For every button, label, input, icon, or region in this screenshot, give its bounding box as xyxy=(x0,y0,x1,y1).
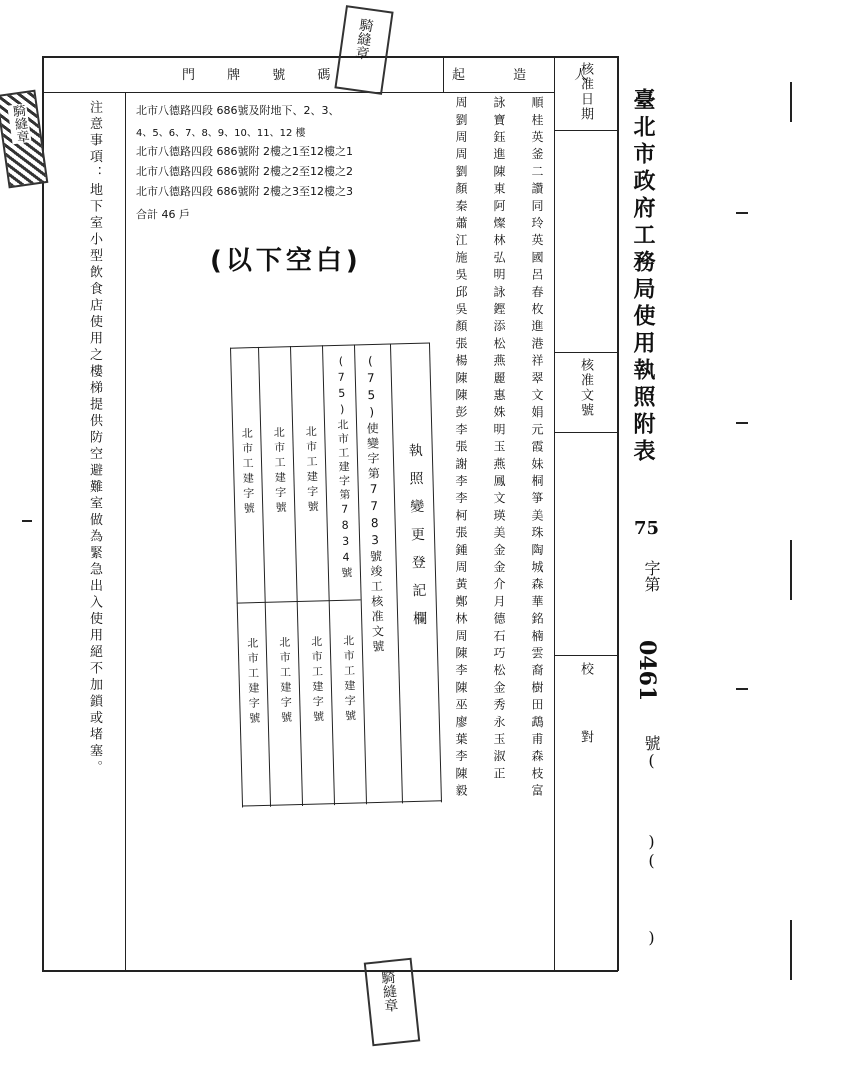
scan-mark-5 xyxy=(736,688,748,690)
table-row-1b: 北市工建字號 xyxy=(272,426,288,517)
header-divider xyxy=(42,92,554,93)
permit-word-label: 字第 xyxy=(642,560,661,592)
address-line-2: 4、5、6、7、8、9、10、11、12 樓 xyxy=(136,128,306,139)
scan-mark-4 xyxy=(790,540,792,600)
side-row-4 xyxy=(554,655,618,656)
table-row-1c: 北市工建字號 xyxy=(240,427,256,518)
document-title: 臺北市政府工務局使用執照附表 xyxy=(630,88,656,466)
address-line-3: 北市八德路四段 686號附 2樓之1至12樓之1 xyxy=(136,145,353,158)
table-row-1a: 北市工建字號 xyxy=(304,425,320,516)
seal-stamp-top: 騎縫章 xyxy=(334,5,393,95)
scan-mark-6 xyxy=(790,920,792,980)
addr-names-divider xyxy=(443,56,444,92)
permit-paren-1: )( xyxy=(642,832,661,870)
table-row-2c: 北市工建字號 xyxy=(277,636,293,727)
right-border xyxy=(617,56,619,971)
side-column-divider xyxy=(554,56,555,971)
side-row-1 xyxy=(554,130,618,131)
permit-prefix: 75 xyxy=(634,518,660,539)
applicant-col-1: 順桂英釜二讚同玲英國呂春枚進港祥翠文娟元霞妹桐箏美珠陶城森華銘楠雲裔樹田鵡甫森枝富 xyxy=(530,96,544,802)
permit-paren-2: ) xyxy=(642,928,661,947)
top-border xyxy=(42,56,618,58)
door-number-label: 門 牌 號 碼 xyxy=(182,68,345,83)
scan-mark-3 xyxy=(736,422,748,424)
permit-suffix: 號( xyxy=(642,735,661,770)
proofread-label: 校 對 xyxy=(578,662,593,763)
change-registration-table xyxy=(230,342,442,807)
approval-date-label: 核准日期 xyxy=(578,62,593,122)
blank-note: (以下空白) xyxy=(210,246,362,276)
scan-mark-2 xyxy=(736,212,748,214)
change-table-title: 執照變更登記欄 xyxy=(406,442,428,640)
table-row-2d: 北市工建字號 xyxy=(245,637,261,728)
address-line-5: 北市八德路四段 686號附 2樓之3至12樓之3 xyxy=(136,185,353,198)
table-row-2a: 北市工建字號 xyxy=(341,634,357,725)
approval-doc-label: 核准文號 xyxy=(578,358,593,418)
address-line-4: 北市八德路四段 686號附 2樓之2至12樓之2 xyxy=(136,165,353,178)
bottom-border xyxy=(42,970,618,972)
address-line-1: 北市八德路四段 686號及附地下、2、3、 xyxy=(136,104,340,117)
applicant-col-2: 詠寶鈺進陳東阿燦林弘明詠鏗添松燕麗惠姝明玉燕鳳文瑛美金金介月德石巧松金秀永玉淑正 xyxy=(492,96,506,784)
seal-stamp-left: 騎縫章 xyxy=(0,90,48,189)
left-border xyxy=(42,56,44,971)
notes-text: 注意事項：地下室小型飲食店使用之樓梯提供防空避難室做為緊急出入使用絕不加鎖或堵塞。 xyxy=(87,100,102,777)
handwritten-entry-2: (75)北市工建字第7834號 xyxy=(334,354,354,581)
applicant-label: 起 造 人 xyxy=(452,68,610,83)
seal-stamp-bottom: 騎縫章 xyxy=(364,958,421,1047)
address-total: 合計 46 戶 xyxy=(136,208,190,221)
table-row-2b: 北市工建字號 xyxy=(309,635,325,726)
permit-number: 0461 xyxy=(634,640,660,702)
applicant-col-3: 周劉周周劉顏秦蕭江施吳邱吳顏張楊陳陳彭李張謝李李柯張鍾周黃鄭林周陳李陳巫廖葉李陳毅 xyxy=(454,96,468,802)
scan-mark-7 xyxy=(22,520,32,522)
notes-divider xyxy=(125,92,126,970)
handwritten-entry-1: (75)使變字第7783號竣工核准文號 xyxy=(363,353,386,656)
side-row-2 xyxy=(554,352,618,353)
side-row-3 xyxy=(554,432,618,433)
scan-mark-1 xyxy=(790,82,792,122)
